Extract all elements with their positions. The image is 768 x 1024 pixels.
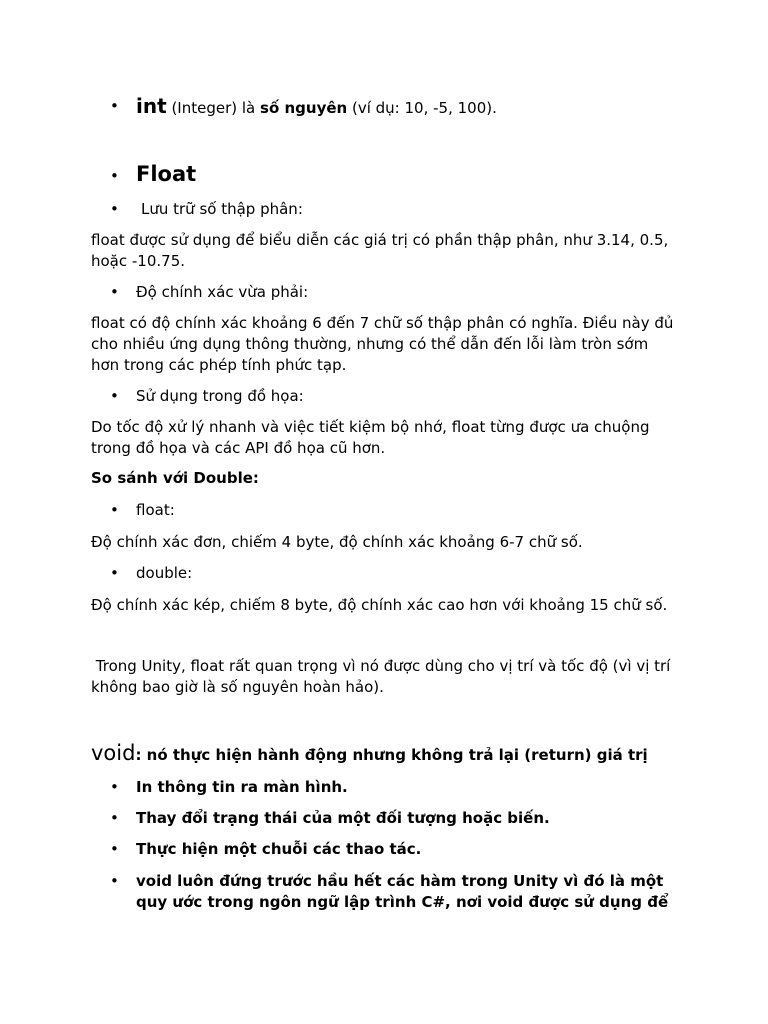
precision-text-line-2: cho nhiều ứng dụng thông thường, nhưng có thể dẫn đến lỗi làm tròn sớm (91, 335, 649, 353)
void-keyword: void (91, 741, 136, 765)
precision-label: Độ chính xác vừa phải: (136, 283, 309, 301)
bullet-void-2: • (110, 809, 119, 827)
bullet-float: • (110, 167, 119, 185)
graphics-text-line-1: Do tốc độ xử lý nhanh và việc tiết kiệm bộ nhớ, float từng được ưa chuộng (91, 418, 650, 436)
bullet-double: • (110, 564, 119, 582)
int-bold-term: số nguyên (260, 99, 348, 117)
unity-text-line-1: Trong Unity, float rất quan trọng vì nó được dùng cho vị trí và tốc độ (vì vị trí (91, 657, 671, 675)
compare-heading: So sánh với Double: (91, 469, 259, 487)
precision-text-line-1: float có độ chính xác khoảng 6 đến 7 chữ số thập phân có nghĩa. Điều này đủ (91, 314, 674, 332)
bullet-void-1: • (110, 778, 119, 796)
void-item-4-line-2: quy ước trong ngôn ngữ lập trình C#, nơi void được sử dụng để (136, 893, 669, 911)
bullet-float-compare: • (110, 501, 119, 519)
bullet-int: • (110, 97, 119, 115)
void-item-4-line-1: void luôn đứng trước hầu hết các hàm trong Unity vì đó là một (136, 872, 664, 890)
void-heading-rest: : nó thực hiện hành động nhưng không trả lại (return) giá trị (135, 746, 648, 764)
int-example: (ví dụ: 10, -5, 100). (351, 99, 497, 117)
int-line (136, 93, 497, 121)
storage-label: Lưu trữ số thập phân: (141, 200, 303, 218)
float-description: Độ chính xác đơn, chiếm 4 byte, độ chính xác khoảng 6-7 chữ số. (91, 533, 583, 551)
bullet-void-3: • (110, 840, 119, 858)
graphics-text-line-2: trong đồ họa và các API đồ họa cũ hơn. (91, 439, 386, 457)
unity-text-line-2: không bao giờ là số nguyên hoàn hảo). (91, 678, 384, 696)
void-heading (91, 739, 691, 769)
bullet-storage: • (110, 200, 119, 218)
void-item-3: Thực hiện một chuỗi các thao tác. (136, 840, 422, 858)
precision-text-line-3: hơn trong các phép tính phức tạp. (91, 356, 347, 374)
void-item-1: In thông tin ra màn hình. (136, 778, 348, 796)
float-label: float: (136, 501, 175, 519)
graphics-label: Sử dụng trong đồ họa: (136, 387, 304, 405)
bullet-graphics: • (110, 387, 119, 405)
double-label: double: (136, 564, 193, 582)
bullet-precision: • (110, 283, 119, 301)
double-description: Độ chính xác kép, chiếm 8 byte, độ chính xác cao hơn với khoảng 15 chữ số. (91, 596, 668, 614)
void-item-2: Thay đổi trạng thái của một đối tượng hoặc biến. (136, 809, 550, 827)
int-paren: (Integer) là (171, 99, 256, 117)
storage-text-line-2: hoặc -10.75. (91, 252, 186, 270)
bullet-void-4: • (110, 872, 119, 890)
float-heading: Float (136, 162, 197, 186)
storage-text-line-1: float được sử dụng để biểu diễn các giá trị có phần thập phân, như 3.14, 0.5, (91, 231, 669, 249)
int-keyword: int (136, 94, 167, 118)
